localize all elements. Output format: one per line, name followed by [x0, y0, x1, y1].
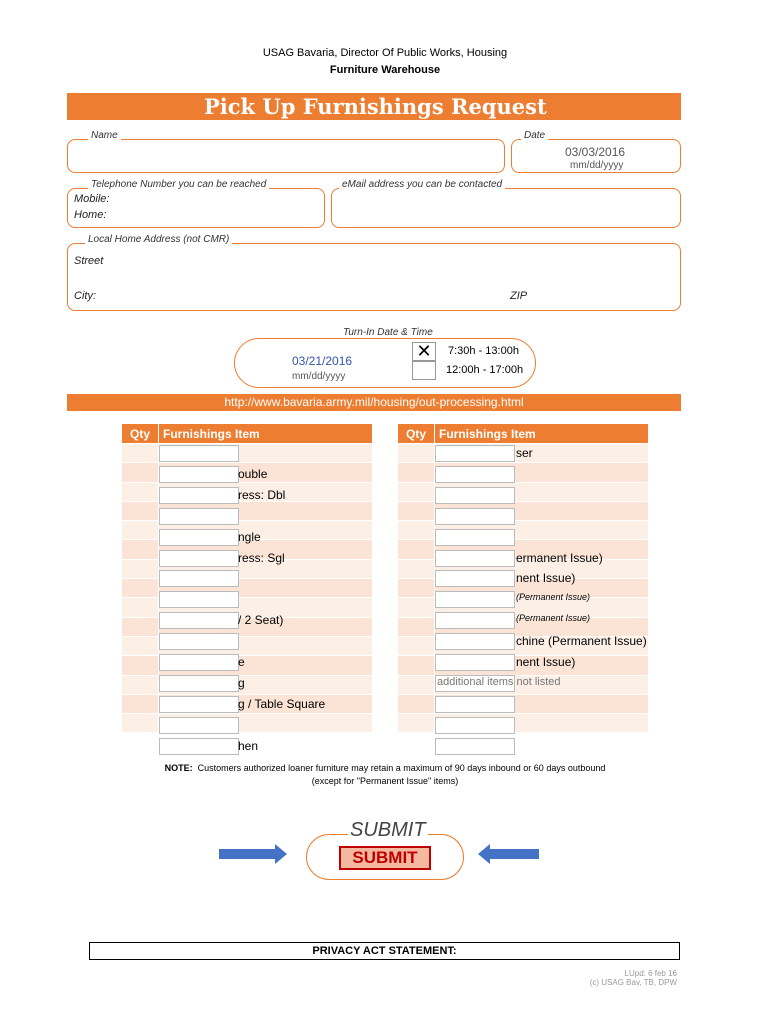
left-item-input[interactable]: [159, 529, 239, 546]
right-item-label: (Permanent Issue): [516, 613, 591, 624]
slot-morning-label: 7:30h - 13:00h: [448, 345, 519, 357]
note-prefix: NOTE:: [164, 763, 193, 773]
left-item-input[interactable]: [159, 550, 239, 567]
turnin-label: Turn-In Date & Time: [340, 327, 436, 338]
right-item-label: chine (Permanent Issue): [516, 634, 647, 649]
turnin-date-hint: mm/dd/yyyy: [292, 371, 346, 382]
left-item-input[interactable]: [159, 717, 239, 734]
qty-header: Qty: [122, 424, 159, 444]
privacy-statement: PRIVACY ACT STATEMENT:: [89, 942, 680, 960]
right-item-input[interactable]: [435, 508, 515, 525]
right-item-input[interactable]: [435, 466, 515, 483]
note-line1: [0, 763, 770, 773]
home-label: Home:: [74, 209, 107, 221]
left-item-input[interactable]: [159, 487, 239, 504]
left-item-input[interactable]: [159, 654, 239, 671]
right-item-input[interactable]: [435, 529, 515, 546]
right-item-input[interactable]: [435, 612, 515, 629]
outprocessing-link[interactable]: http://www.bavaria.army.mil/housing/out-processing.html: [224, 395, 524, 409]
right-item-input[interactable]: [435, 570, 515, 587]
footer-update: LUpd: 6 feb 16: [624, 969, 677, 978]
left-item-label: ress: Sgl: [238, 550, 285, 565]
right-item-input[interactable]: [435, 633, 515, 650]
left-item-label: / 2 Seat): [238, 613, 284, 628]
right-item-input[interactable]: [435, 591, 515, 608]
link-bar: [67, 394, 681, 411]
item-header: Furnishings Item: [159, 424, 373, 444]
left-item-input[interactable]: [159, 570, 239, 587]
right-item-input[interactable]: [435, 550, 515, 567]
left-item-input[interactable]: [159, 508, 239, 525]
right-item-label: additional items not listed: [437, 675, 561, 688]
right-item-label: ermanent Issue): [516, 550, 603, 565]
slot-afternoon-label: 12:00h - 17:00h: [446, 364, 524, 376]
left-item-label: e: [238, 655, 245, 669]
address-field[interactable]: [67, 243, 681, 311]
date-label: Date: [521, 130, 548, 141]
right-item-input[interactable]: [435, 738, 515, 755]
left-item-input[interactable]: [159, 738, 239, 755]
note-text: Customers authorized loaner furniture may retain a maximum of 90 days inbound or 60 days outbound: [197, 763, 606, 773]
warehouse-line: Furniture Warehouse: [329, 64, 441, 76]
left-item-input[interactable]: [159, 612, 239, 629]
street-label: Street: [74, 255, 104, 267]
footer-copyright: (c) USAG Bav, TB, DPW: [589, 978, 677, 987]
submit-button[interactable]: SUBMIT: [339, 846, 431, 870]
name-label: Name: [88, 130, 121, 141]
slot-afternoon-checkbox[interactable]: [412, 361, 436, 380]
left-item-input[interactable]: [159, 591, 239, 608]
right-item-input[interactable]: [435, 487, 515, 504]
email-field[interactable]: [331, 188, 681, 228]
right-item-label: nent Issue): [516, 655, 576, 669]
right-item-input[interactable]: [435, 445, 515, 462]
page-title: Pick Up Furnishings Request: [204, 94, 547, 119]
right-item-input[interactable]: [435, 654, 515, 671]
left-item-input[interactable]: [159, 445, 239, 462]
right-item-label: (Permanent Issue): [516, 592, 591, 603]
left-item-label: ress: Dbl: [238, 487, 286, 502]
slot-morning-checkbox[interactable]: ✕: [412, 342, 436, 361]
date-value: 03/03/2016: [565, 145, 626, 159]
left-item-label: ngle: [238, 529, 261, 544]
left-item-label: g / Table Square: [238, 696, 326, 711]
title-banner: [67, 93, 681, 120]
left-item-input[interactable]: [159, 633, 239, 650]
right-item-input[interactable]: [435, 696, 515, 713]
item-header-right: Furnishings Item: [435, 424, 649, 444]
date-hint: mm/dd/yyyy: [570, 160, 624, 171]
address-label: Local Home Address (not CMR): [85, 234, 232, 245]
left-item-input[interactable]: [159, 675, 239, 692]
left-item-label: ouble: [238, 466, 268, 481]
right-item-label: nent Issue): [516, 571, 576, 586]
note-line2: (except for "Permanent Issue" items): [311, 776, 459, 786]
right-item-input[interactable]: [435, 717, 515, 734]
qty-header-right: Qty: [398, 424, 435, 444]
left-item-label: g: [238, 675, 245, 690]
phone-label: Telephone Number you can be reached: [88, 179, 269, 190]
zip-label: ZIP: [510, 290, 528, 302]
turnin-date-value[interactable]: 03/21/2016: [292, 354, 353, 368]
submit-caption: SUBMIT: [350, 819, 426, 841]
name-field[interactable]: [67, 139, 505, 173]
left-item-input[interactable]: [159, 696, 239, 713]
left-item-input[interactable]: [159, 466, 239, 483]
left-item-label: hen: [238, 738, 259, 753]
mobile-label: Mobile:: [74, 193, 110, 205]
org-line: USAG Bavaria, Director Of Public Works, Housing: [262, 47, 508, 59]
email-label: eMail address you can be contacted: [339, 179, 505, 190]
city-label: City:: [74, 290, 96, 302]
right-item-label: ser: [516, 446, 533, 460]
